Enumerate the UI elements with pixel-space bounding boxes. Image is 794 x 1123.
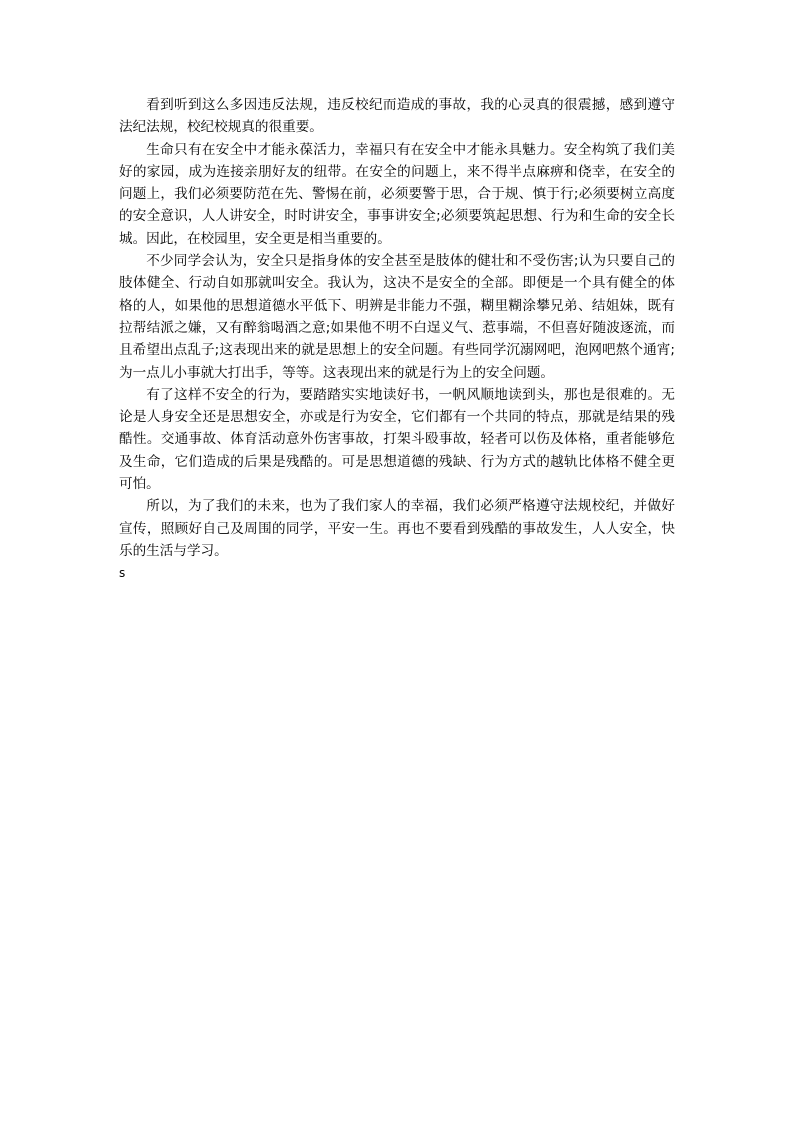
paragraph-5: 所以，为了我们的未来，也为了我们家人的幸福，我们必须严格遵守法规校纪，并做好宣传，照顾好自己及周围的同学，平安一生。再也不要看到残酷的事故发生，人人安全，快乐的生活与学习。 [119,498,675,559]
document-body [119,94,675,585]
trailing-character: s [119,566,126,581]
paragraph-4: 有了这样不安全的行为，要踏踏实实地读好书，一帆风顺地读到头，那也是很难的。无论是人身安全还是思想安全，亦或是行为安全，它们都有一个共同的特点，那就是结果的残酷性。交通事故、体育活动意外伤害事故，打架斗殴事故，轻者可以伤及体格，重者能够危及生命，它们造成的后果是残酷的。可是思想道德的残缺、行为方式的越轨比体格不健全更可怕。 [119,386,675,493]
paragraph-3: 不少同学会认为，安全只是指身体的安全甚至是肢体的健壮和不受伤害;认为只要自己的肢体健全、行动自如那就叫安全。我认为，这决不是安全的全部。即便是一个具有健全的体格的人，如果他的思想道德水平低下、明辨是非能力不强，糊里糊涂攀兄弟、结姐妹，既有拉帮结派之嫌，又有醉翁喝酒之意;如果他不明不白逞义气、惹事端，不但喜好随波逐流，而且希望出点乱子;这表现出来的就是思想上的安全问题。有些同学沉溺网吧，泡网吧熬个通宵;为一点儿小事就大打出手，等等。这表现出来的就是行为上的安全问题。 [119,253,675,381]
paragraph-1: 看到听到这么多因违反法规，违反校纪而造成的事故，我的心灵真的很震撼，感到遵守法纪法规，校纪校规真的很重要。 [119,97,675,136]
paragraph-2: 生命只有在安全中才能永葆活力，幸福只有在安全中才能永具魅力。安全构筑了我们美好的家园，成为连接亲朋好友的纽带。在安全的问题上，来不得半点麻痹和侥幸，在安全的问题上，我们必须要防范在先、警惕在前，必须要警于思，合于规、慎于行;必须要树立高度的安全意识，人人讲安全，时时讲安全，事事讲安全;必须要筑起思想、行为和生命的安全长城。因此，在校园里，安全更是相当重要的。 [119,141,675,247]
